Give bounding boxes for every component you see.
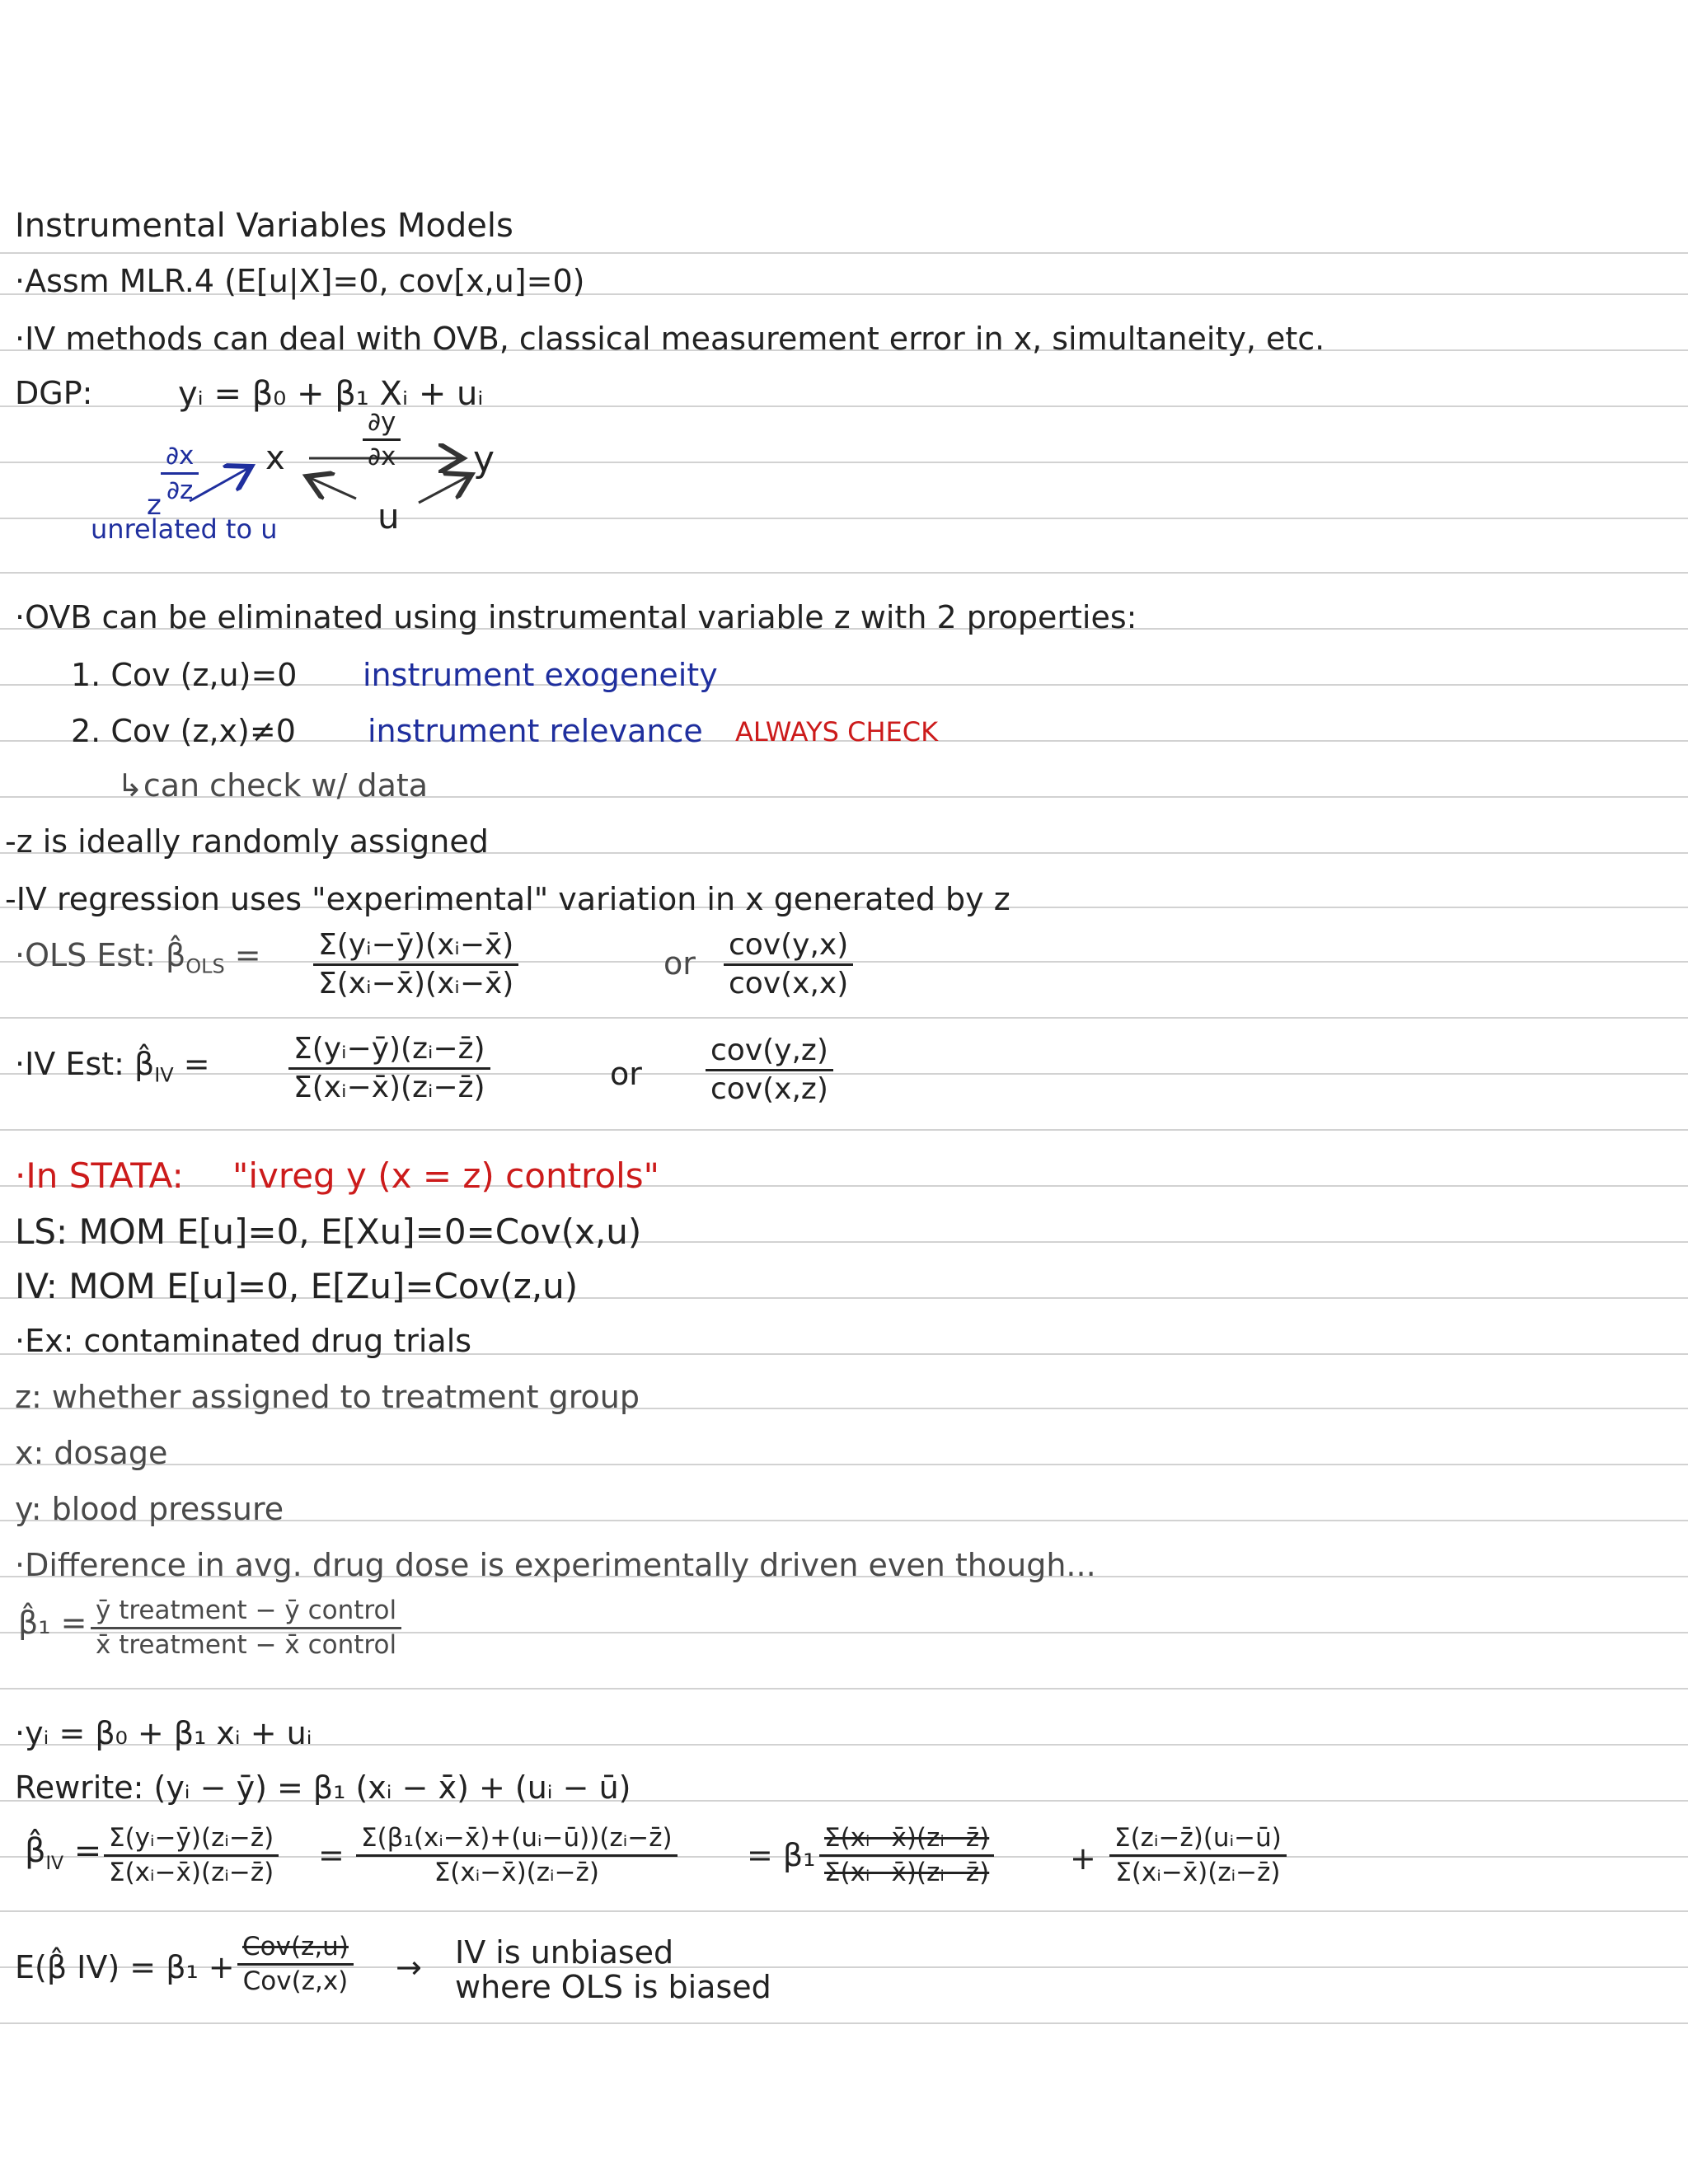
y-definition: y: blood pressure [15, 1491, 284, 1527]
iv-cov-numerator: cov(y,z) [710, 1033, 828, 1067]
fraction-bar [161, 472, 199, 475]
beta1-denominator: x̄ treatment − x̄ control [96, 1629, 397, 1660]
derivation-num-1: Σ(yᵢ−ȳ)(zᵢ−z̄) [109, 1823, 274, 1853]
iv-denominator: Σ(xᵢ−x̄)(zᵢ−z̄) [293, 1070, 485, 1104]
dx-numerator: ∂x [166, 441, 195, 471]
beta1-numerator: ȳ treatment − ȳ control [96, 1596, 397, 1625]
dx-dz-fraction [161, 443, 199, 504]
property-2: 2. Cov (z,x)≠0 [71, 713, 296, 749]
example-line: ·Ex: contaminated drug trials [15, 1323, 472, 1359]
fraction-bar [724, 963, 853, 966]
assumption-line: ·Assm MLR.4 (E[u|X]=0, cov[x,u]=0) [15, 263, 585, 299]
ols-est-text: ·OLS Est: β̂ [15, 937, 186, 973]
iv-fraction [288, 1033, 490, 1104]
z-note: unrelated to u [91, 513, 278, 545]
iv-est-label: ·IV Est: $\betâ_{IV}$ = [15, 1046, 210, 1087]
ovb-line: ·OVB can be eliminated using instrumental variable z with 2 properties: [15, 599, 1137, 635]
z-random-line: -z is ideally randomly assigned [5, 823, 489, 860]
derivation-plus: + [1070, 1840, 1096, 1877]
fraction-bar [288, 1067, 490, 1070]
derivation-num-2: Σ(β₁(xᵢ−x̄)+(uᵢ−ū))(zᵢ−z̄) [361, 1823, 673, 1853]
fraction-bar [1109, 1854, 1287, 1857]
conclusion-line-2: where OLS is biased [455, 1969, 771, 2005]
fraction-bar [313, 963, 518, 966]
rewrite-line: Rewrite: (yᵢ − ȳ) = β₁ (xᵢ − x̄) + (uᵢ − ū) [15, 1769, 631, 1806]
node-x: x [265, 439, 285, 477]
fraction-bar [356, 1854, 678, 1857]
ols-denominator: Σ(xᵢ−x̄)(xᵢ−x̄) [318, 966, 514, 1001]
node-y: y [473, 438, 495, 480]
beta1-fraction [91, 1597, 401, 1658]
derivation-den-2: Σ(xᵢ−x̄)(zᵢ−z̄) [434, 1857, 599, 1887]
ols-or: or [663, 945, 696, 982]
ols-subscript: OLS [185, 954, 225, 978]
dx-denominator: ∂x [368, 441, 396, 471]
conclusion-line-1: IV is unbiased [455, 1934, 674, 1971]
expectation-numerator: Cov(z,u) [242, 1932, 349, 1961]
model-line: ·yᵢ = β₀ + β₁ xᵢ + uᵢ [15, 1715, 312, 1751]
iv-est-text: ·IV Est: β̂ [15, 1046, 155, 1082]
iv-numerator: Σ(yᵢ−ȳ)(zᵢ−z̄) [293, 1032, 485, 1066]
iv-cov-fraction [706, 1035, 833, 1105]
derivation-num-3: Σ(xᵢ−x̄)(zᵢ−z̄) [824, 1823, 990, 1853]
fraction-bar [363, 438, 401, 441]
beta1-lhs: β̂₁ = [18, 1605, 87, 1641]
beta-hat: β̂ [25, 1832, 46, 1870]
ols-cov-denominator: cov(x,x) [729, 966, 849, 1001]
derivation-fraction-1 [104, 1825, 279, 1886]
page-title: Instrumental Variables Models [15, 207, 513, 245]
x-definition: x: dosage [15, 1435, 168, 1471]
arrow-u-to-y [419, 475, 471, 503]
fraction-bar [706, 1069, 833, 1071]
fraction-bar [104, 1854, 279, 1857]
arrow-u-to-x [307, 476, 356, 499]
stata-command: "ivreg y (x = z) controls" [232, 1155, 659, 1196]
derivation-fraction-4 [1109, 1825, 1287, 1886]
derivation-den-1: Σ(xᵢ−x̄)(zᵢ−z̄) [109, 1857, 274, 1887]
node-u: u [377, 496, 400, 537]
node-z: z [147, 489, 162, 522]
ols-cov-fraction [724, 930, 853, 1000]
equals-sign: = [318, 1837, 345, 1873]
derivation-coefficient: = β₁ [747, 1837, 816, 1873]
property-2-label: instrument relevance [368, 713, 703, 749]
dgp-equation: yᵢ = β₀ + β₁ Xᵢ + uᵢ [178, 375, 484, 413]
iv-mom-line: IV: MOM E[u]=0, E[Zu]=Cov(z,u) [15, 1266, 579, 1306]
derivation-den-4: Σ(xᵢ−x̄)(zᵢ−z̄) [1115, 1857, 1281, 1887]
derivation-fraction-3 [819, 1825, 994, 1886]
derivation-subscript: IV [45, 1854, 64, 1874]
derivation-num-4: Σ(zᵢ−z̄)(uᵢ−ū) [1114, 1823, 1282, 1853]
fraction-bar [237, 1963, 354, 1966]
property-1: 1. Cov (z,u)=0 [71, 657, 298, 693]
dy-numerator: ∂y [368, 407, 396, 437]
ls-mom-line: LS: MOM E[u]=0, E[Xu]=0=Cov(x,u) [15, 1212, 642, 1252]
derivation-fraction-2 [356, 1825, 678, 1886]
expectation-denominator: Cov(z,x) [242, 1966, 349, 1996]
dgp-label: DGP: [15, 375, 93, 411]
dy-dx-fraction [363, 409, 401, 470]
derivation-den-3: Σ(xᵢ−x̄)(zᵢ−z̄) [824, 1857, 990, 1887]
iv-cov-denominator: cov(x,z) [710, 1071, 828, 1106]
dz-denominator: ∂z [166, 475, 194, 505]
iv-subscript: IV [154, 1063, 174, 1087]
derivation-lhs: $\betâ_{IV}$ = [25, 1832, 102, 1874]
iv-or: or [610, 1056, 642, 1092]
expectation-lhs: E(β̂ IV) = β₁ + [15, 1949, 235, 1985]
stata-prefix: ·In STATA: [15, 1155, 184, 1196]
expectation-fraction [237, 1933, 354, 1994]
ols-cov-numerator: cov(y,x) [729, 928, 849, 962]
difference-line: ·Difference in avg. drug dose is experimentally driven even though... [15, 1547, 1096, 1583]
z-definition: z: whether assigned to treatment group [15, 1379, 640, 1415]
fraction-bar [819, 1854, 994, 1857]
fraction-bar [91, 1627, 401, 1629]
ols-fraction [313, 930, 518, 1000]
iv-regression-line: -IV regression uses "experimental" variation in x generated by z [5, 881, 1010, 917]
ols-est-label: ·OLS Est: $\betâ_{OLS}$ = [15, 937, 261, 978]
property-1-label: instrument exogeneity [363, 657, 718, 693]
ols-numerator: Σ(yᵢ−ȳ)(xᵢ−x̄) [318, 928, 514, 962]
check-note: ↳can check w/ data [117, 767, 429, 804]
iv-methods-line: ·IV methods can deal with OVB, classical measurement error in x, simultaneity, etc. [15, 321, 1325, 357]
always-check-note: ALWAYS CHECK [735, 716, 939, 748]
implies-arrow: → [396, 1949, 422, 1985]
